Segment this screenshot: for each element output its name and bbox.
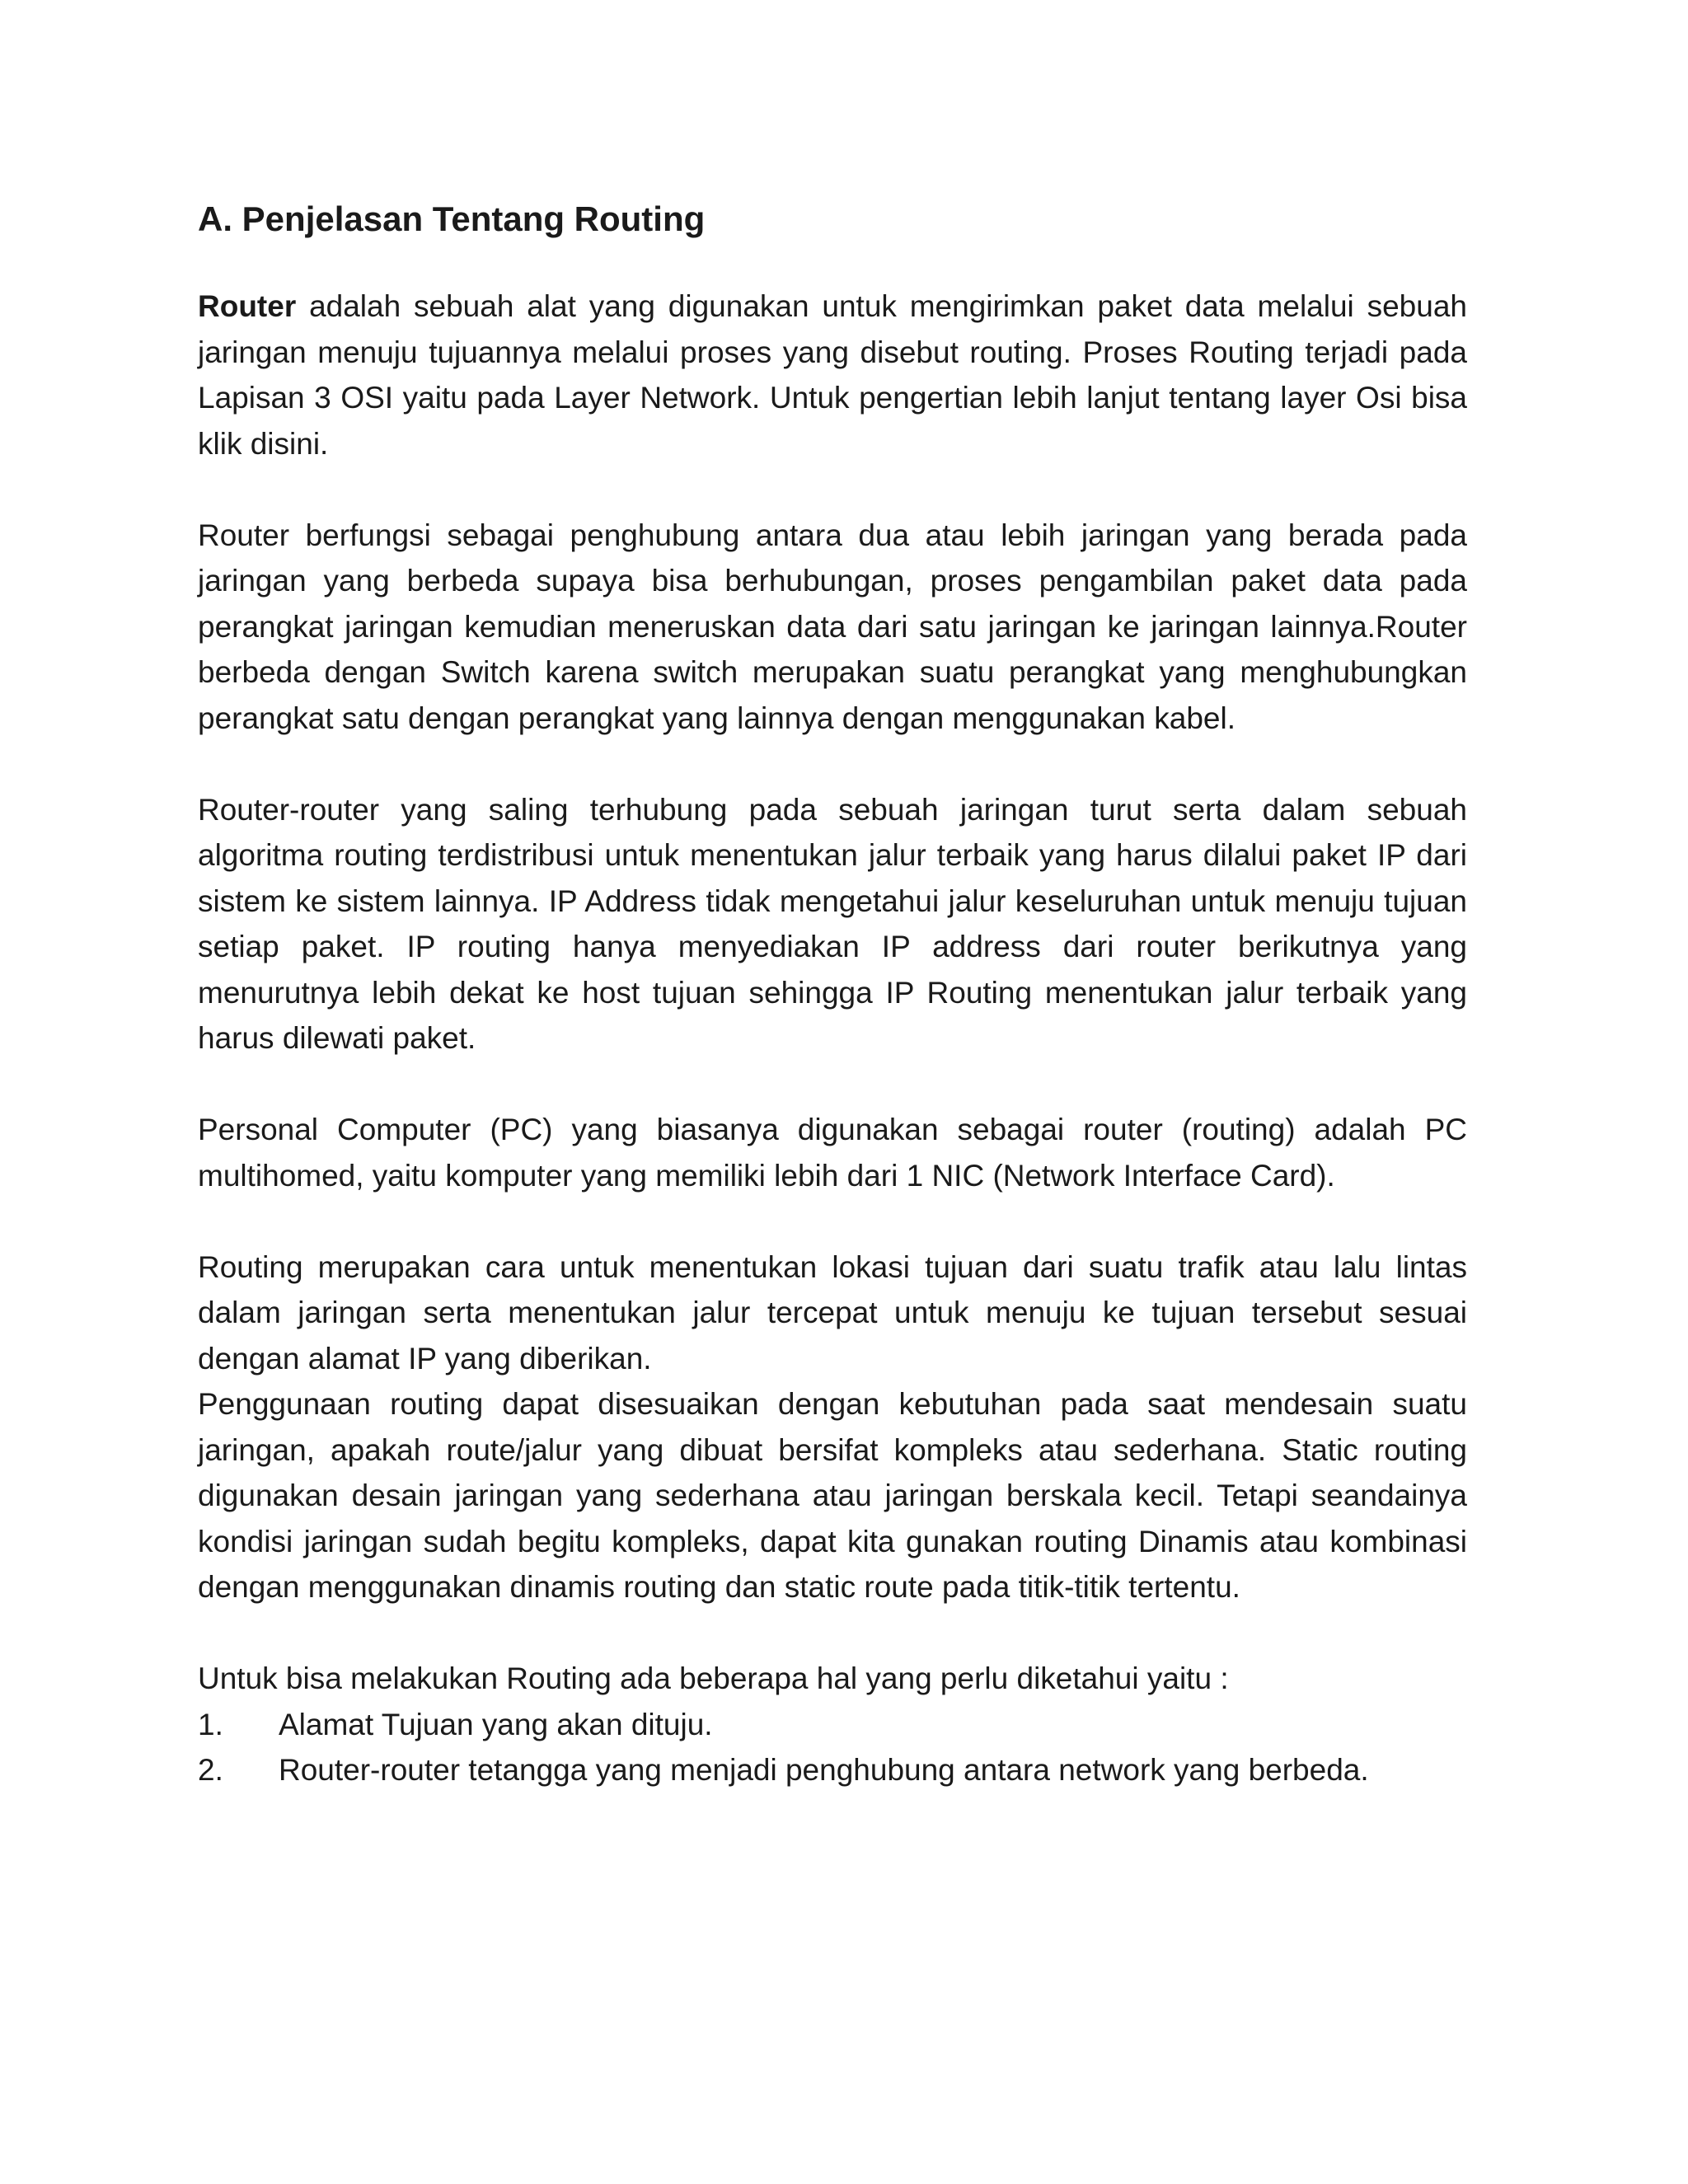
list-item-number: 2. <box>198 1753 223 1787</box>
list-item-number: 1. <box>198 1707 223 1741</box>
paragraph-routing-definition: Routing merupakan cara untuk menentukan lokasi tujuan dari suatu trafik atau lalu lintas dalam jaringan serta menentukan jalur tercepat untuk menuju ke tujuan tersebut sesuai dengan alamat IP yang diberikan. <box>198 1249 1467 1376</box>
bold-term-router: Router <box>198 289 297 323</box>
paragraph-routing-usage: Penggunaan routing dapat disesuaikan dengan kebutuhan pada saat mendesain suatu jaringan, apakah route/jalur yang dibuat bersifat kompleks atau sederhana. Static routing digunakan desain jaringan yang sederhana atau jaringan berskala kecil. Tetapi seandainya kondisi jaringan sudah begitu kompleks, dapat kita gunakan routing Dinamis atau kombinasi dengan menggunakan dinamis routing dan static route pada titik-titik tertentu. <box>198 1387 1467 1604</box>
list-item <box>198 1747 1467 1793</box>
requirements-list <box>198 1702 1467 1793</box>
list-item-text: Alamat Tujuan yang akan dituju. <box>279 1707 713 1741</box>
list-item <box>198 1702 1467 1748</box>
paragraph-requirements-intro: Untuk bisa melakukan Routing ada beberapa hal yang perlu diketahui yaitu : <box>198 1661 1229 1695</box>
document-page <box>198 194 1467 1793</box>
list-item-text: Router-router tetangga yang menjadi penghubung antara network yang berbeda. <box>279 1753 1369 1787</box>
paragraph-routing-algorithm: Router-router yang saling terhubung pada sebuah jaringan turut serta dalam sebuah algoritma routing terdistribusi untuk menentukan jalur terbaik yang harus dilalui paket IP dari sistem ke sistem lainnya. IP Address tidak mengetahui jalur keseluruhan untuk menuju tujuan setiap paket. IP routing hanya menyediakan IP address dari router berikutnya yang menurutnya lebih dekat ke host tujuan sehingga IP Routing menentukan jalur terbaik yang harus dilewati paket. <box>198 792 1467 1055</box>
paragraph-router-definition <box>198 284 1467 466</box>
paragraph-router-function: Router berfungsi sebagai penghubung antara dua atau lebih jaringan yang berada pada jaringan yang berbeda supaya bisa berhubungan, proses pengambilan paket data pada perangkat jaringan kemudian meneruskan data dari satu jaringan ke jaringan lainnya.Router berbeda dengan Switch karena switch merupakan suatu perangkat yang menghubungkan perangkat satu dengan perangkat yang lainnya dengan menggunakan kabel. <box>198 518 1467 735</box>
paragraph-router-definition-text: adalah sebuah alat yang digunakan untuk mengirimkan paket data melalui sebuah jaringan menuju tujuannya melalui proses yang disebut routing. Proses Routing terjadi pada Lapisan 3 OSI yaitu pada Layer Network. Untuk pengertian lebih lanjut tentang layer Osi bisa klik disini. <box>198 289 1467 461</box>
section-heading: A. Penjelasan Tentang Routing <box>198 199 706 238</box>
paragraph-pc-multihomed: Personal Computer (PC) yang biasanya digunakan sebagai router (routing) adalah PC multihomed, yaitu komputer yang memiliki lebih dari 1 NIC (Network Interface Card). <box>198 1113 1467 1193</box>
